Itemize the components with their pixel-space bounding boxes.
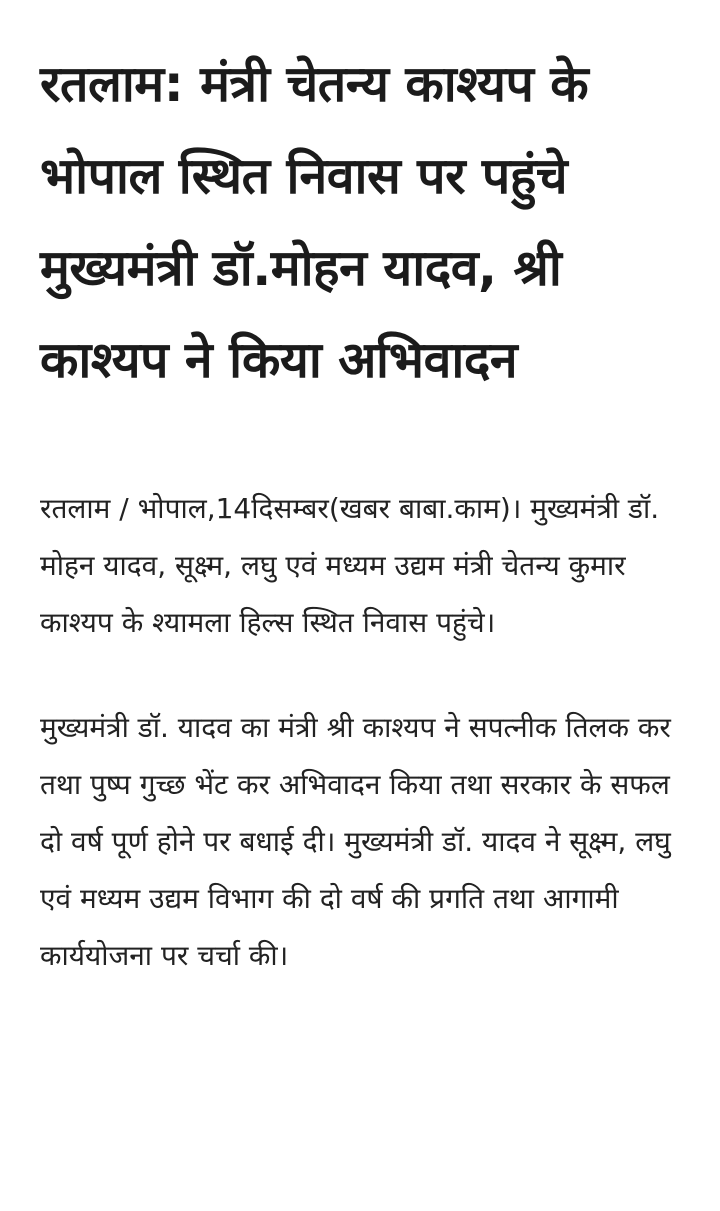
article-headline: रतलाम: मंत्री चेतन्य काश्यप के भोपाल स्थित निवास पर पहुंचे मुख्यमंत्री डॉ.मोहन यादव, श्री काश्यप ने किया अभिवादन — [40, 55, 589, 389]
article-paragraph-1: रतलाम / भोपाल,14दिसम्बर(खबर बाबा.काम)। मुख्यमंत्री डॉ. मोहन यादव, सूक्ष्म, लघु एवं मध्यम उद्यम मंत्री चेतन्य कुमार काश्यप के श्यामला हिल्स स्थित निवास पहुंचे। — [40, 492, 660, 639]
article-paragraph-2: मुख्यमंत्री डॉ. यादव का मंत्री श्री काश्यप ने सपत्नीक तिलक कर तथा पुष्प गुच्छ भेंट कर अभिवादन किया तथा सरकार के सफल दो वर्ष पूर्ण होने पर बधाई दी। मुख्यमंत्री डॉ. यादव ने सूक्ष्म, लघु एवं मध्यम उद्यम विभाग की दो वर्ष की प्रगति तथा आगामी कार्ययोजना पर चर्चा की। — [40, 711, 671, 972]
